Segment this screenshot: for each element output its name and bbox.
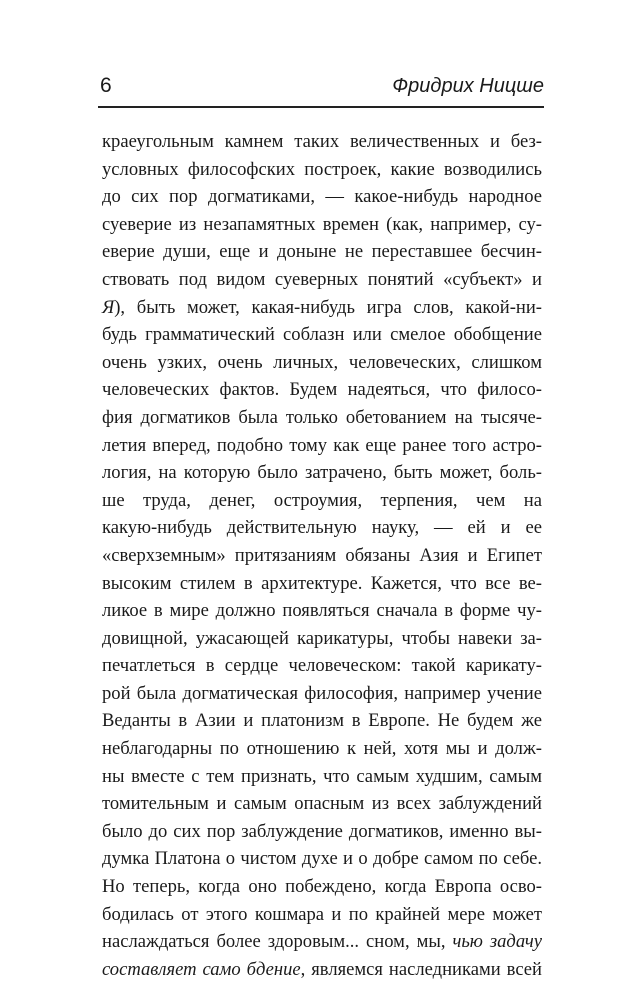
text-line: до сих пор догматиками, — какое-нибудь народное bbox=[102, 186, 542, 208]
italic-phrase: чью задачу bbox=[452, 931, 542, 953]
text-line: очень узких, очень личных, человеческих, слишком bbox=[102, 351, 542, 373]
text-line: фия догматиков была только обетованием на тысяче- bbox=[102, 406, 542, 428]
body-text bbox=[102, 128, 542, 983]
text-line: суеверие из незапамятных времен (как, например, су- bbox=[102, 213, 542, 235]
text-line: краеугольным камнем таких величественных и без- bbox=[102, 131, 542, 152]
text-line: человеческих фактов. Будем надеяться, что филосо- bbox=[102, 379, 542, 401]
text-line: бодилась от этого кошмара и по крайней мере может bbox=[102, 903, 542, 925]
text-line: какую-нибудь действительную науку, — ей и ее bbox=[102, 517, 542, 539]
text-line: летия вперед, подобно тому как еще ранее того астро- bbox=[102, 434, 542, 456]
italic-phrase: составляет само бдение bbox=[102, 958, 301, 980]
text-line bbox=[102, 956, 542, 984]
text-line: томительным и самым опасным из всех заблуждений bbox=[102, 793, 542, 815]
text-line: будь грамматический соблазн или смелое обобщение bbox=[102, 324, 542, 346]
text-line: думка Платона о чистом духе и о добре самом по себе. bbox=[102, 848, 542, 870]
text-line: высоким стилем в архитектуре. Кажется, что все ве- bbox=[102, 572, 542, 594]
text-line: печатлеться в сердце человеческом: такой карикату- bbox=[102, 655, 542, 677]
text-line: ствовать под видом суеверных понятий «субъект» и bbox=[102, 268, 542, 290]
text-line bbox=[102, 928, 542, 956]
text-line: «сверхземным» притязаниям обязаны Азия и Египет bbox=[102, 544, 542, 566]
text-line: было до сих пор заблуждение догматиков, именно вы- bbox=[102, 820, 542, 842]
text-line-rest: ), быть может, какая-нибудь игра слов, какой-ни- bbox=[114, 296, 542, 318]
text-line: Веданты в Азии и платонизм в Европе. Не будем же bbox=[102, 710, 542, 732]
text-line: ше труда, денег, остроумия, терпения, чем на bbox=[102, 489, 542, 511]
text-line: Но теперь, когда оно побеждено, когда Европа осво- bbox=[102, 876, 542, 898]
text-line: рой была догматическая философия, например учение bbox=[102, 682, 542, 704]
page-number: 6 bbox=[100, 74, 112, 97]
text-line: логия, на которую было затрачено, быть может, боль- bbox=[102, 462, 542, 484]
text-line: еверие души, еще и доныне не переставшее бесчин- bbox=[102, 241, 542, 263]
text-line: ликое в мире должно появляться сначала в форме чу- bbox=[102, 600, 542, 622]
text-line: ны вместе с тем признать, что самым худшим, самым bbox=[102, 765, 542, 787]
text-line: неблагодарны по отношению к ней, хотя мы и долж- bbox=[102, 738, 542, 760]
running-head: Фридрих Ницше bbox=[392, 75, 544, 97]
text-line-start: наслаждаться более здоровым... сном, мы, bbox=[102, 931, 453, 953]
italic-ya: Я bbox=[102, 296, 115, 318]
text-line: довищной, ужасающей карикатуры, чтобы навеки за- bbox=[102, 627, 542, 649]
page-header bbox=[98, 70, 544, 108]
text-line bbox=[102, 294, 542, 322]
text-line: условных философских построек, какие возводились bbox=[102, 158, 542, 180]
text-line-rest: , являемся наследниками всей bbox=[300, 958, 543, 980]
